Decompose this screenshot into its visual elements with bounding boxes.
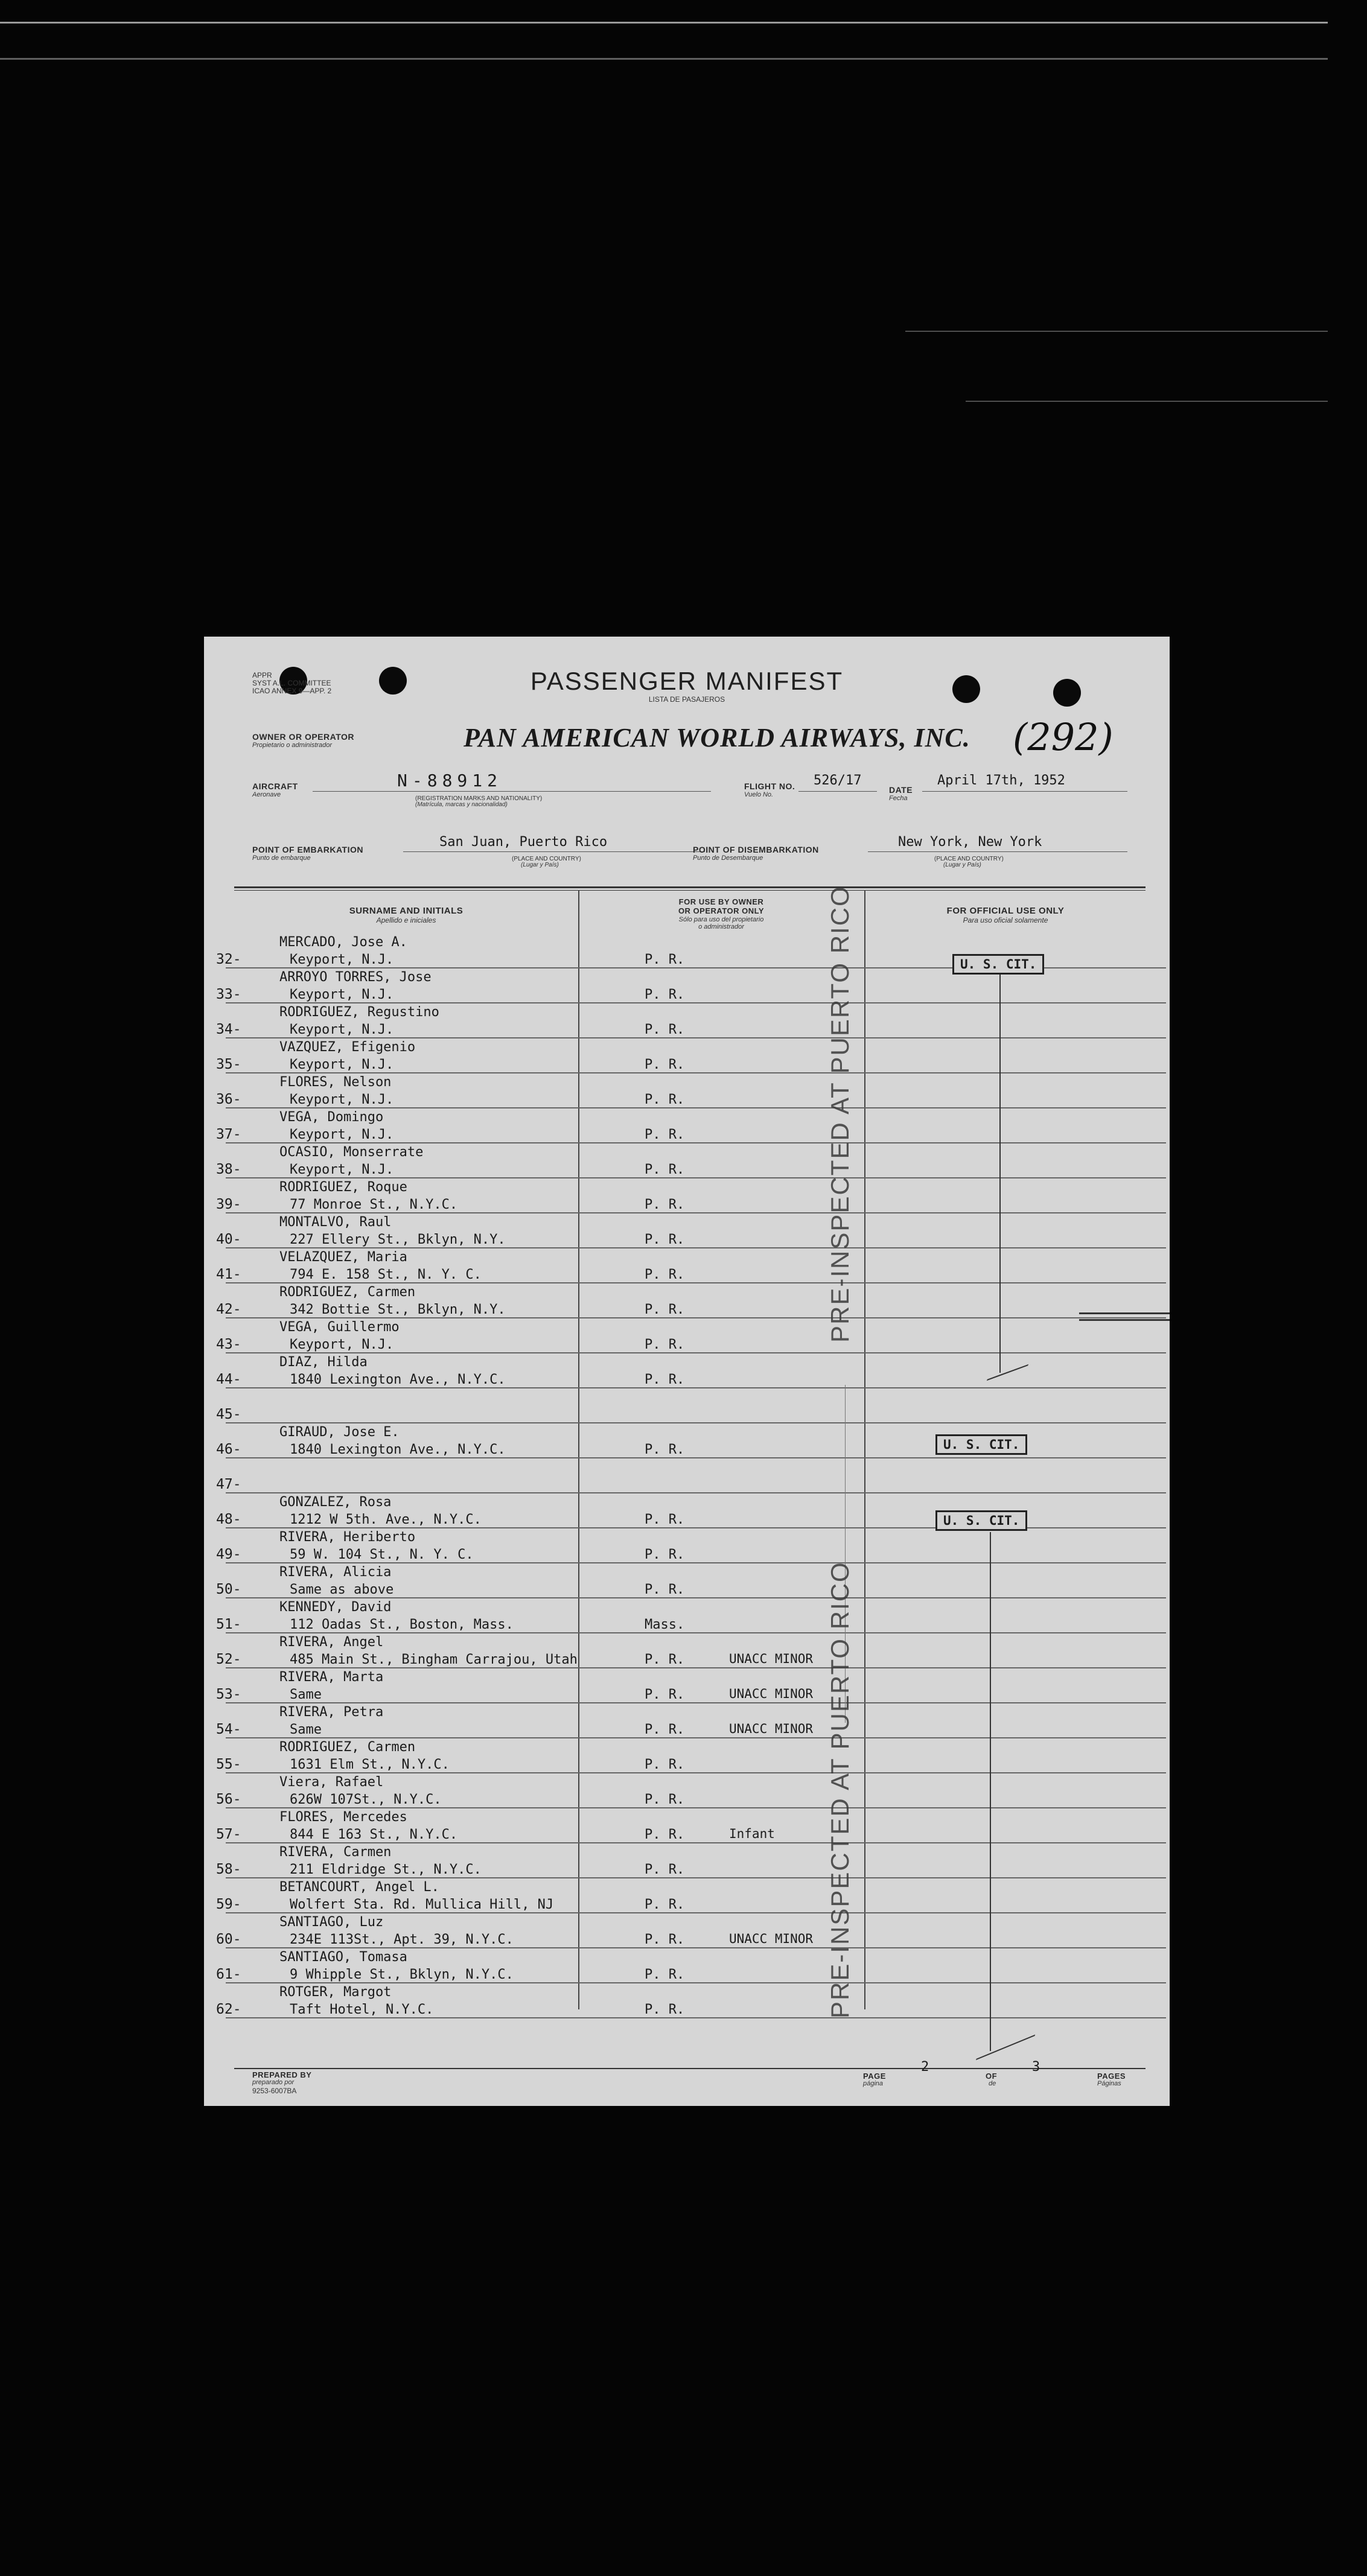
manifest-title-es: LISTA DE PASAJEROS [648, 695, 725, 704]
col-header-surname-es: Apellido e iniciales [376, 916, 436, 924]
table-row [204, 1389, 1170, 1423]
owner-column-entry: P. R. [645, 1757, 685, 1772]
row-rule [226, 1912, 1166, 1913]
passenger-name: DIAZ, Hilda [279, 1355, 368, 1370]
passenger-name: MERCADO, Jose A. [279, 935, 407, 950]
page-label-es: página [863, 2080, 884, 2087]
form-number: 9253-6007BA [252, 2087, 297, 2095]
aircraft-caption-es: (Matrícula, marcas y nacionalidad) [415, 801, 508, 808]
row-number: 52- [216, 1652, 241, 1667]
owner-column-entry: P. R. [645, 1197, 685, 1212]
passenger-address: Same [290, 1687, 322, 1702]
flight-label-es: Vuelo No. [744, 791, 774, 798]
row-number: 46- [216, 1442, 241, 1457]
owner-column-entry: P. R. [645, 1722, 685, 1737]
row-number: 45- [216, 1407, 241, 1422]
passenger-name: RIVERA, Carmen [279, 1845, 392, 1860]
owner-name: PAN AMERICAN WORLD AIRWAYS, INC. [464, 723, 970, 752]
table-row [204, 1914, 1170, 1948]
prepared-by-label-es: preparado por [252, 2079, 295, 2086]
row-number: 43- [216, 1337, 241, 1352]
punch-hole [379, 667, 407, 695]
table-row [204, 1529, 1170, 1563]
passenger-address: 59 W. 104 St., N. Y. C. [290, 1547, 474, 1562]
row-rule [226, 1037, 1166, 1038]
row-number: 53- [216, 1687, 241, 1702]
passenger-address: 1212 W 5th. Ave., N.Y.C. [290, 1512, 482, 1527]
disembark-place: New York, New York [898, 835, 1042, 850]
passenger-name: FLORES, Nelson [279, 1075, 392, 1090]
passenger-name: VEGA, Domingo [279, 1110, 384, 1125]
row-number: 37- [216, 1127, 241, 1142]
film-edge-top [0, 22, 1328, 24]
row-number: 55- [216, 1757, 241, 1772]
prepared-by-label: PREPARED BY [252, 2070, 312, 2079]
page-number: 2 [921, 2059, 929, 2075]
passenger-address: Same as above [290, 1582, 394, 1597]
table-row [204, 1144, 1170, 1178]
passenger-address: Wolfert Sta. Rd. Mullica Hill, NJ [290, 1897, 554, 1912]
table-row [204, 1249, 1170, 1283]
owner-column-entry: P. R. [645, 1022, 685, 1037]
owner-column-entry: P. R. [645, 1232, 685, 1247]
disembark-underline [868, 851, 1127, 852]
owner-column-entry: P. R. [645, 1792, 685, 1807]
row-rule [226, 1807, 1166, 1808]
row-number: 42- [216, 1302, 241, 1317]
pages-label-es: Páginas [1097, 2080, 1121, 2087]
passenger-name: GIRAUD, Jose E. [279, 1425, 400, 1440]
passenger-name: RIVERA, Angel [279, 1635, 384, 1650]
table-row [204, 1984, 1170, 2018]
row-rule [226, 1177, 1166, 1178]
row-rule [226, 1667, 1166, 1668]
passenger-name: RIVERA, Heriberto [279, 1530, 416, 1545]
owner-column-entry: P. R. [645, 1652, 685, 1667]
passenger-name: RIVERA, Marta [279, 1670, 384, 1685]
row-number: 50- [216, 1582, 241, 1597]
table-row [204, 1004, 1170, 1038]
row-number: 34- [216, 1022, 241, 1037]
col-header-owner-es-line: o administrador [698, 923, 744, 930]
row-number: 57- [216, 1827, 241, 1842]
disembark-label: POINT OF DISEMBARKATION [693, 845, 819, 854]
row-rule [226, 1107, 1166, 1108]
date-label-es: Fecha [889, 795, 908, 802]
col-header-owner-line: OR OPERATOR ONLY [678, 906, 765, 915]
owner-column-entry: P. R. [645, 1512, 685, 1527]
row-number: 47- [216, 1477, 241, 1492]
col-header-official-es: Para uso oficial solamente [963, 916, 1048, 924]
aircraft-label: AIRCRAFT [252, 781, 298, 791]
approval-line: ICAO ANNEX 9—APP. 2 [252, 687, 332, 695]
official-box-us-citizen: U. S. CIT. [935, 1434, 1027, 1455]
passenger-address: Keyport, N.J. [290, 952, 394, 967]
embark-caption-es: (Lugar y País) [521, 862, 559, 868]
aircraft-underline [313, 791, 711, 792]
row-number: 35- [216, 1057, 241, 1072]
owner-column-note: Infant [729, 1827, 775, 1841]
row-rule [226, 1492, 1166, 1493]
row-rule [226, 2017, 1166, 2018]
table-row [204, 1459, 1170, 1493]
owner-column-note: UNACC MINOR [729, 1932, 814, 1946]
passenger-address: Keyport, N.J. [290, 1127, 394, 1142]
passenger-address: 77 Monroe St., N.Y.C. [290, 1197, 458, 1212]
pre-inspected-stamp: PRE-INSPECTED AT PUERTO RICO [826, 1561, 854, 2018]
row-number: 33- [216, 987, 241, 1002]
disembark-caption: (PLACE AND COUNTRY) [934, 856, 1004, 862]
embark-caption: (PLACE AND COUNTRY) [512, 856, 581, 862]
row-rule [226, 1562, 1166, 1563]
film-edge-top-2 [0, 58, 1328, 60]
owner-column-note: UNACC MINOR [729, 1687, 814, 1701]
table-row [204, 1284, 1170, 1318]
col-header-official: FOR OFFICIAL USE ONLY [946, 906, 1065, 916]
row-number: 54- [216, 1722, 241, 1737]
passenger-name: RIVERA, Petra [279, 1705, 384, 1720]
owner-column-entry: P. R. [645, 1582, 685, 1597]
passenger-name: OCASIO, Monserrate [279, 1145, 424, 1160]
passenger-name: Viera, Rafael [279, 1775, 384, 1790]
row-rule [226, 1142, 1166, 1143]
table-row [204, 1319, 1170, 1353]
owner-column-entry: P. R. [645, 1337, 685, 1352]
embark-label: POINT OF EMBARKATION [252, 845, 363, 854]
passenger-name: RIVERA, Alicia [279, 1565, 392, 1580]
passenger-address: 844 E 163 St., N.Y.C. [290, 1827, 458, 1842]
official-box-us-citizen: U. S. CIT. [935, 1510, 1027, 1531]
owner-column-entry: P. R. [645, 2002, 685, 2017]
table-row [204, 1634, 1170, 1668]
table-row [204, 1844, 1170, 1878]
manifest-page [204, 637, 1170, 2106]
table-row [204, 1564, 1170, 1598]
row-number: 56- [216, 1792, 241, 1807]
row-number: 61- [216, 1967, 241, 1982]
row-rule [226, 1317, 1166, 1318]
row-rule [226, 1422, 1166, 1423]
table-row [204, 1599, 1170, 1633]
row-rule [226, 1877, 1166, 1878]
table-top-rule [234, 886, 1146, 888]
passenger-name: ROTGER, Margot [279, 1985, 392, 2000]
row-number: 62- [216, 2002, 241, 2017]
page-total: 3 [1032, 2059, 1040, 2075]
owner-column-note: UNACC MINOR [729, 1722, 814, 1736]
check-mark [976, 2015, 1041, 2060]
passenger-address: Keyport, N.J. [290, 1337, 394, 1352]
row-number: 51- [216, 1617, 241, 1632]
row-number: 44- [216, 1372, 241, 1387]
row-number: 60- [216, 1932, 241, 1947]
row-rule [226, 1737, 1166, 1738]
table-row [204, 1774, 1170, 1808]
table-row [204, 1179, 1170, 1213]
owner-column-entry: P. R. [645, 1547, 685, 1562]
aircraft-caption: (REGISTRATION MARKS AND NATIONALITY) [415, 795, 543, 802]
date-label: DATE [889, 785, 913, 795]
official-bracket-line [999, 975, 1001, 1373]
passenger-name: BETANCOURT, Angel L. [279, 1880, 439, 1895]
owner-column-entry: P. R. [645, 952, 685, 967]
table-row [204, 1074, 1170, 1108]
owner-column-note: UNACC MINOR [729, 1652, 814, 1666]
passenger-name: RODRIGUEZ, Roque [279, 1180, 407, 1195]
owner-column-entry: P. R. [645, 1372, 685, 1387]
film-edge-mid-2 [966, 401, 1328, 402]
row-number: 58- [216, 1862, 241, 1877]
row-rule [226, 1947, 1166, 1948]
row-number: 39- [216, 1197, 241, 1212]
disembark-caption-es: (Lugar y País) [943, 862, 981, 868]
row-number: 36- [216, 1092, 241, 1107]
pages-label: PAGES [1097, 2072, 1126, 2081]
official-box-us-citizen: U. S. CIT. [952, 954, 1044, 975]
passenger-name: SANTIAGO, Tomasa [279, 1950, 407, 1965]
flight-label: FLIGHT NO. [744, 781, 795, 791]
passenger-name: VELAZQUEZ, Maria [279, 1250, 407, 1265]
passenger-address: Keyport, N.J. [290, 1162, 394, 1177]
of-label: OF [986, 2072, 998, 2081]
table-row [204, 1214, 1170, 1248]
passenger-address: 485 Main St., Bingham Carrajou, Utah [290, 1652, 578, 1667]
table-bottom-rule [234, 2068, 1146, 2069]
col-header-owner-es-line: Sólo para uso del propietario [678, 916, 764, 923]
passenger-address: 1631 Elm St., N.Y.C. [290, 1757, 450, 1772]
flight-date: April 17th, 1952 [937, 773, 1065, 788]
passenger-name: RODRIGUEZ, Regustino [279, 1005, 439, 1020]
flight-underline [798, 791, 877, 792]
passenger-address: 626W 107St., N.Y.C. [290, 1792, 442, 1807]
owner-column-entry: P. R. [645, 1162, 685, 1177]
owner-column-entry: P. R. [645, 1442, 685, 1457]
passenger-address: Taft Hotel, N.Y.C. [290, 2002, 434, 2017]
owner-column-entry: P. R. [645, 1932, 685, 1947]
owner-column-entry: P. R. [645, 1687, 685, 1702]
row-rule [226, 1982, 1166, 1983]
owner-column-entry: P. R. [645, 1127, 685, 1142]
row-number: 49- [216, 1547, 241, 1562]
punch-hole [952, 675, 980, 703]
passenger-name: VAZQUEZ, Efigenio [279, 1040, 416, 1055]
approval-line: SYST A.L. COMMITTEE [252, 679, 331, 687]
punch-hole [1053, 679, 1081, 707]
row-rule [226, 1387, 1166, 1388]
table-row [204, 1109, 1170, 1143]
row-rule [226, 1247, 1166, 1248]
owner-column-entry: Mass. [645, 1617, 685, 1632]
owner-label: OWNER OR OPERATOR [252, 732, 354, 742]
owner-column-entry: P. R. [645, 1092, 685, 1107]
table-row [204, 1739, 1170, 1773]
row-rule [226, 1282, 1166, 1283]
aircraft-label-es: Aeronave [252, 791, 281, 798]
row-number: 32- [216, 952, 241, 967]
approval-line: APPR [252, 671, 272, 679]
passenger-name: KENNEDY, David [279, 1600, 392, 1615]
manifest-title: PASSENGER MANIFEST [530, 667, 844, 695]
margin-mark [1079, 1312, 1170, 1321]
passenger-address: Keyport, N.J. [290, 1092, 394, 1107]
col-header-owner-line: FOR USE BY OWNER [678, 897, 764, 906]
row-rule [226, 1457, 1166, 1458]
of-label-es: de [989, 2080, 996, 2087]
owner-column-entry: P. R. [645, 987, 685, 1002]
col-header-owner-es [579, 916, 863, 930]
row-rule [226, 1632, 1166, 1633]
table-row [204, 1669, 1170, 1703]
approval-block [252, 672, 331, 695]
passenger-name: VEGA, Guillermo [279, 1320, 400, 1335]
row-number: 41- [216, 1267, 241, 1282]
embark-underline [403, 851, 705, 852]
owner-column-entry: P. R. [645, 1267, 685, 1282]
table-row [204, 1809, 1170, 1843]
owner-column-entry: P. R. [645, 1897, 685, 1912]
passenger-address: Keyport, N.J. [290, 1057, 394, 1072]
passenger-address: 234E 113St., Apt. 39, N.Y.C. [290, 1932, 514, 1947]
row-rule [226, 1772, 1166, 1773]
passenger-address: Keyport, N.J. [290, 987, 394, 1002]
passenger-address: 794 E. 158 St., N. Y. C. [290, 1267, 482, 1282]
col-header-owner [579, 897, 863, 915]
row-rule [226, 1212, 1166, 1213]
owner-column-entry: P. R. [645, 1967, 685, 1982]
passenger-address: 1840 Lexington Ave., N.Y.C. [290, 1372, 506, 1387]
date-underline [922, 791, 1127, 792]
table-row [204, 1039, 1170, 1073]
pre-inspected-stamp: PRE-INSPECTED AT PUERTO RICO [826, 885, 854, 1343]
row-rule [226, 1702, 1166, 1703]
table-row [204, 1879, 1170, 1913]
passenger-name: SANTIAGO, Luz [279, 1915, 384, 1930]
owner-column-entry: P. R. [645, 1302, 685, 1317]
col-header-surname: SURNAME AND INITIALS [349, 906, 464, 916]
aircraft-registration: N-88912 [397, 771, 503, 790]
row-number: 38- [216, 1162, 241, 1177]
passenger-name: GONZALEZ, Rosa [279, 1495, 392, 1510]
row-rule [226, 1842, 1166, 1843]
passenger-address: Keyport, N.J. [290, 1022, 394, 1037]
row-rule [226, 1002, 1166, 1003]
disembark-label-es: Punto de Desembarque [693, 854, 763, 862]
embark-label-es: Punto de embarque [252, 854, 311, 862]
row-rule [226, 1597, 1166, 1598]
passenger-name: MONTALVO, Raul [279, 1215, 392, 1230]
passenger-address: 1840 Lexington Ave., N.Y.C. [290, 1442, 506, 1457]
table-row [204, 1949, 1170, 1983]
passenger-address: Same [290, 1722, 322, 1737]
owner-column-entry: P. R. [645, 1862, 685, 1877]
passenger-address: 227 Ellery St., Bklyn, N.Y. [290, 1232, 506, 1247]
embark-place: San Juan, Puerto Rico [439, 835, 608, 850]
page-label: PAGE [863, 2072, 886, 2081]
owner-label-es: Propietario o administrador [252, 742, 333, 749]
passenger-address: 211 Eldridge St., N.Y.C. [290, 1862, 482, 1877]
passenger-name: RODRIGUEZ, Carmen [279, 1740, 416, 1755]
row-number: 48- [216, 1512, 241, 1527]
passenger-address: 9 Whipple St., Bklyn, N.Y.C. [290, 1967, 514, 1982]
passenger-name: FLORES, Mercedes [279, 1810, 407, 1825]
passenger-name: ARROYO TORRES, Jose [279, 970, 432, 985]
passenger-address: 112 Oadas St., Boston, Mass. [290, 1617, 514, 1632]
film-edge-mid [905, 331, 1328, 332]
row-number: 59- [216, 1897, 241, 1912]
owner-column-entry: P. R. [645, 1827, 685, 1842]
row-number: 40- [216, 1232, 241, 1247]
flight-number: 526/17 [814, 773, 862, 788]
page-mark-handwritten: (292) [1013, 715, 1114, 759]
owner-column-entry: P. R. [645, 1057, 685, 1072]
table-row [204, 1704, 1170, 1738]
passenger-address: 342 Bottie St., Bklyn, N.Y. [290, 1302, 506, 1317]
passenger-name: RODRIGUEZ, Carmen [279, 1285, 416, 1300]
table-top-rule-2 [234, 890, 1146, 891]
row-rule [226, 1072, 1166, 1073]
official-bracket-line [990, 1532, 991, 2051]
